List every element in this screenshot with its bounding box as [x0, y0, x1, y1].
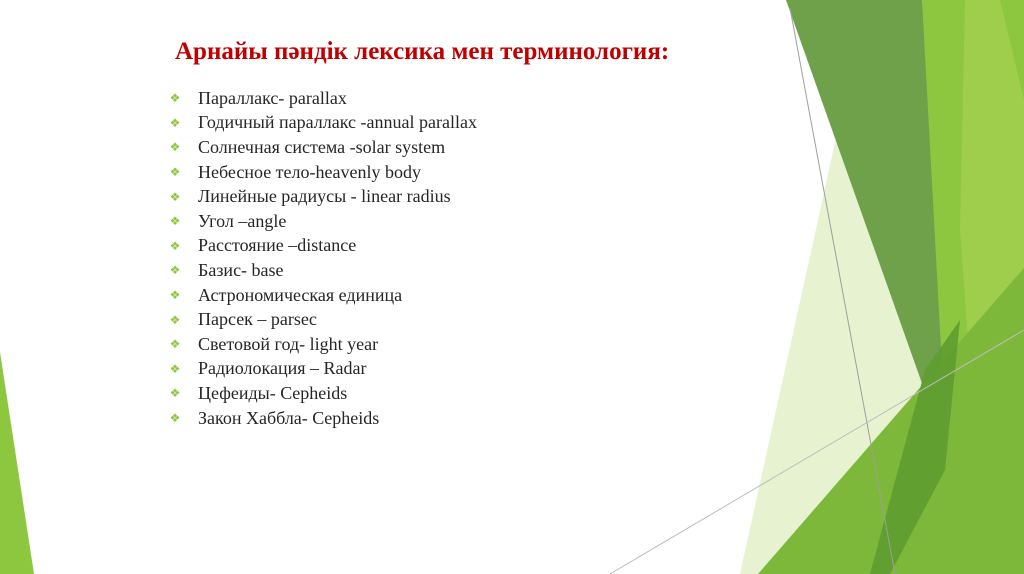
list-item [168, 209, 477, 234]
four-diamond-bullet-icon: ❖ [169, 411, 181, 426]
four-diamond-bullet-icon: ❖ [169, 165, 181, 180]
four-diamond-bullet-icon: ❖ [169, 312, 181, 327]
term-text: Солнечная система -solar system [198, 136, 446, 157]
list-item [168, 357, 477, 382]
list-item [168, 234, 477, 259]
list-item [168, 381, 477, 406]
term-text: Угол –angle [198, 210, 287, 231]
four-diamond-bullet-icon: ❖ [169, 214, 181, 229]
four-diamond-bullet-icon: ❖ [169, 386, 181, 401]
slide-title: Арнайы пәндік лексика мен терминология: [175, 38, 670, 65]
term-text: Небесное тело-heavenly body [198, 161, 421, 182]
list-item [168, 86, 477, 111]
four-diamond-bullet-icon: ❖ [169, 115, 181, 130]
left-edge-shape [0, 352, 34, 574]
list-item [168, 160, 477, 185]
list-item [168, 307, 477, 332]
four-diamond-bullet-icon: ❖ [169, 263, 181, 278]
term-text: Базис- base [198, 259, 284, 280]
four-diamond-bullet-icon: ❖ [169, 238, 181, 253]
list-item [168, 258, 477, 283]
term-text: Парсек – parsec [198, 309, 317, 330]
four-diamond-bullet-icon: ❖ [169, 189, 181, 204]
four-diamond-bullet-icon: ❖ [169, 140, 181, 155]
four-diamond-bullet-icon: ❖ [169, 361, 181, 376]
term-text: Расстояние –distance [198, 235, 357, 256]
list-item [168, 184, 477, 209]
four-diamond-bullet-icon: ❖ [169, 337, 181, 352]
four-diamond-bullet-icon: ❖ [169, 91, 181, 106]
term-text: Годичный параллакс -annual parallax [198, 112, 477, 133]
list-item [168, 332, 477, 357]
term-text: Световой год- light year [198, 333, 379, 354]
four-diamond-bullet-icon: ❖ [169, 288, 181, 303]
term-text: Линейные радиусы - linear radius [198, 186, 451, 207]
term-text: Радиолокация – Radar [198, 358, 367, 379]
term-text: Астрономическая единица [198, 284, 403, 305]
term-text: Параллакс- parallax [198, 87, 347, 108]
list-item [168, 111, 477, 136]
term-text: Закон Хаббла- Cepheids [198, 407, 380, 428]
list-item [168, 406, 477, 431]
list-item [168, 283, 477, 308]
term-list [168, 86, 477, 430]
list-item [168, 135, 477, 160]
term-text: Цефеиды- Cepheids [198, 382, 348, 403]
